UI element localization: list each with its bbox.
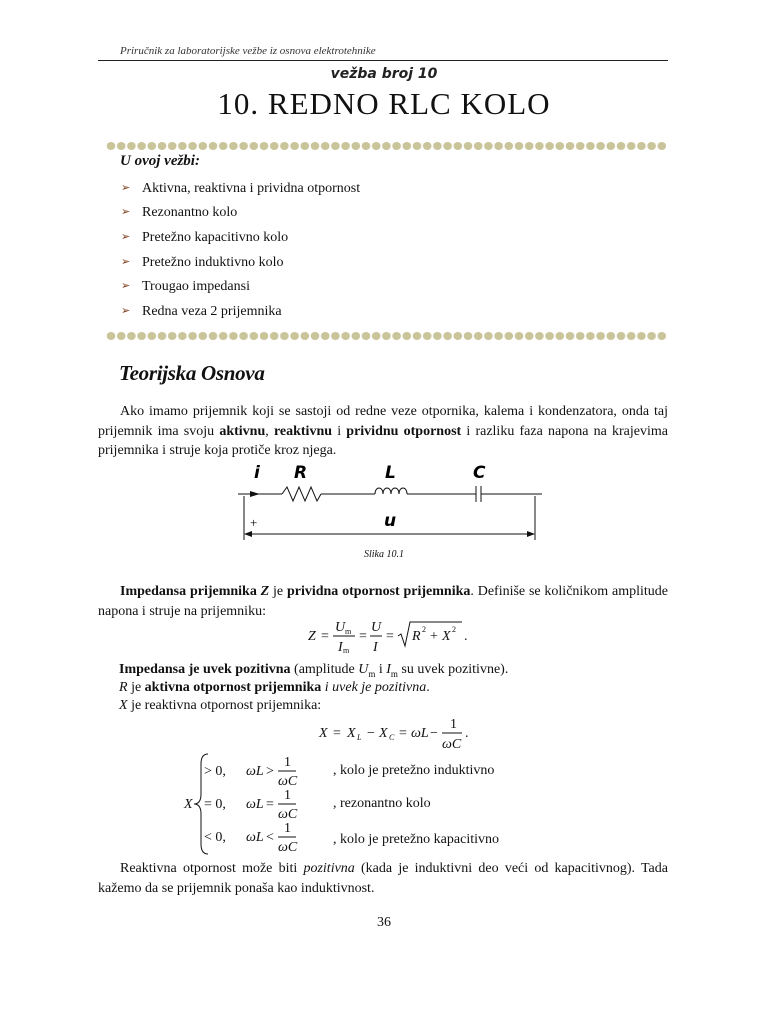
svg-text:1: 1 <box>284 821 291 836</box>
svg-text:ωL: ωL <box>246 764 264 779</box>
list-item-text: Trougao impedansi <box>142 279 250 295</box>
dot-row <box>106 330 666 342</box>
arrow-bullet-icon: ➢ <box>121 230 131 243</box>
svg-text:X: X <box>442 629 451 644</box>
theory-paragraph: Ako imamo prijemnik koji se sastoji od redne veze otpornika, kalema i kondenzatora, onda taj prijemnik ima svoju aktivnu, reaktivnu i prividnu otpornost i razliku faza napona na krajevima prijemnika i struje koja protiče kroz njega. <box>98 404 668 458</box>
list-item <box>121 225 360 250</box>
svg-text:.: . <box>465 726 469 741</box>
section-title: Teorijska Osnova <box>119 361 265 385</box>
svg-text:ωC: ωC <box>442 737 462 752</box>
list-item <box>121 201 360 226</box>
svg-text:.: . <box>464 629 468 644</box>
svg-text:ωL: ωL <box>246 797 264 812</box>
svg-text:−: − <box>430 726 438 741</box>
case-resonant: , rezonantno kolo <box>333 796 431 811</box>
svg-text:1: 1 <box>284 755 291 770</box>
reactance-cases <box>182 750 342 860</box>
impedance-formula <box>300 616 480 656</box>
list-item <box>121 250 360 275</box>
list-item-text: Redna veza 2 prijemnika <box>142 303 282 319</box>
svg-text:=: = <box>359 629 367 644</box>
svg-text:< 0,: < 0, <box>204 830 226 845</box>
arrow-bullet-icon: ➢ <box>121 280 131 293</box>
svg-text:2: 2 <box>452 625 456 634</box>
svg-text:> 0,: > 0, <box>204 764 226 779</box>
inductor-label: L <box>385 463 396 483</box>
reactance-formula <box>315 713 485 753</box>
topic-list <box>121 176 360 324</box>
svg-text:U: U <box>335 620 346 635</box>
svg-text:ωC: ωC <box>278 807 298 822</box>
svg-text:Z: Z <box>308 629 316 644</box>
running-header: Priručnik za laboratorijske vežbe iz osnova elektrotehnike <box>120 45 376 57</box>
page-number: 36 <box>377 915 391 930</box>
arrow-bullet-icon: ➢ <box>121 255 131 268</box>
svg-text:<: < <box>266 830 274 845</box>
list-item-text: Rezonantno kolo <box>142 205 238 221</box>
svg-text:1: 1 <box>450 717 457 732</box>
plus-sign: + <box>250 515 258 530</box>
arrow-bullet-icon: ➢ <box>121 181 131 194</box>
svg-text:=: = <box>333 726 341 741</box>
dotted-separator-top <box>106 140 666 152</box>
svg-text:L: L <box>357 733 362 742</box>
voltage-label: u <box>384 511 397 531</box>
svg-text:I: I <box>373 640 378 655</box>
impedance-notes: Impedansa je uvek pozitivna (amplitude $U_m$ i $I_m$ su uvek pozitivne). R je aktivna otpornost prijemnika i uvek je pozitivna. X je reaktivna otpornost prijemnika: <box>119 662 509 713</box>
svg-text:>: > <box>266 764 274 779</box>
closing-paragraph: Reaktivna otpornost može biti pozitivna (kada je induktivni deo veći od kapacitivnog). Tada kažemo da se prijemnik ponaša kao induktivnost. <box>98 861 668 896</box>
svg-text:ωL: ωL <box>411 726 429 741</box>
chapter-title: 10. REDNO RLC KOLO <box>217 86 551 121</box>
svg-text:=: = <box>399 726 407 741</box>
arrow-bullet-icon: ➢ <box>121 206 131 219</box>
list-item-text: Pretežno induktivno kolo <box>142 254 284 270</box>
list-item-text: Aktivna, reaktivna i prividna otpornost <box>142 180 361 196</box>
list-item-text: Pretežno kapacitivno kolo <box>142 229 289 245</box>
svg-text:I: I <box>338 640 343 655</box>
arrow-bullet-icon: ➢ <box>121 304 131 317</box>
svg-text:C: C <box>389 733 395 742</box>
svg-text:m: m <box>345 627 352 636</box>
svg-text:m: m <box>343 646 350 655</box>
svg-text:+: + <box>430 629 438 644</box>
svg-text:=: = <box>266 797 274 812</box>
case-capacitive: , kolo je pretežno kapacitivno <box>333 832 499 847</box>
svg-text:X: X <box>184 797 193 812</box>
svg-text:ωL: ωL <box>246 830 264 845</box>
list-item <box>121 176 360 201</box>
svg-text:ωC: ωC <box>278 774 298 789</box>
svg-text:R: R <box>412 629 421 644</box>
figure-caption: Slika 10.1 <box>364 549 404 560</box>
svg-text:−: − <box>367 726 375 741</box>
current-label: i <box>254 463 260 483</box>
intro-heading: U ovoj vežbi: <box>120 153 200 169</box>
svg-text:U: U <box>371 620 382 635</box>
svg-text:=: = <box>386 629 394 644</box>
resistor-label: R <box>294 463 308 483</box>
svg-text:= 0,: = 0, <box>204 797 226 812</box>
svg-text:ωC: ωC <box>278 840 298 855</box>
rlc-circuit-diagram <box>230 458 550 548</box>
list-item <box>121 299 360 324</box>
capacitor-label: C <box>473 463 486 483</box>
svg-text:X: X <box>347 726 356 741</box>
svg-text:X: X <box>319 726 328 741</box>
svg-text:2: 2 <box>422 625 426 634</box>
case-inductive: , kolo je pretežno induktivno <box>333 763 495 778</box>
exercise-label: vežba broj 10 <box>330 66 438 82</box>
impedance-paragraph: Impedansa prijemnika Z je prividna otpornost prijemnika. Definiše se količnikom amplitude napona i struje na prijemniku: <box>98 584 668 619</box>
list-item <box>121 274 360 299</box>
header-rule <box>98 60 668 61</box>
dotted-separator-bottom <box>106 330 666 342</box>
svg-text:1: 1 <box>284 788 291 803</box>
svg-text:=: = <box>321 629 329 644</box>
dot-row <box>106 140 666 152</box>
svg-text:X: X <box>379 726 388 741</box>
